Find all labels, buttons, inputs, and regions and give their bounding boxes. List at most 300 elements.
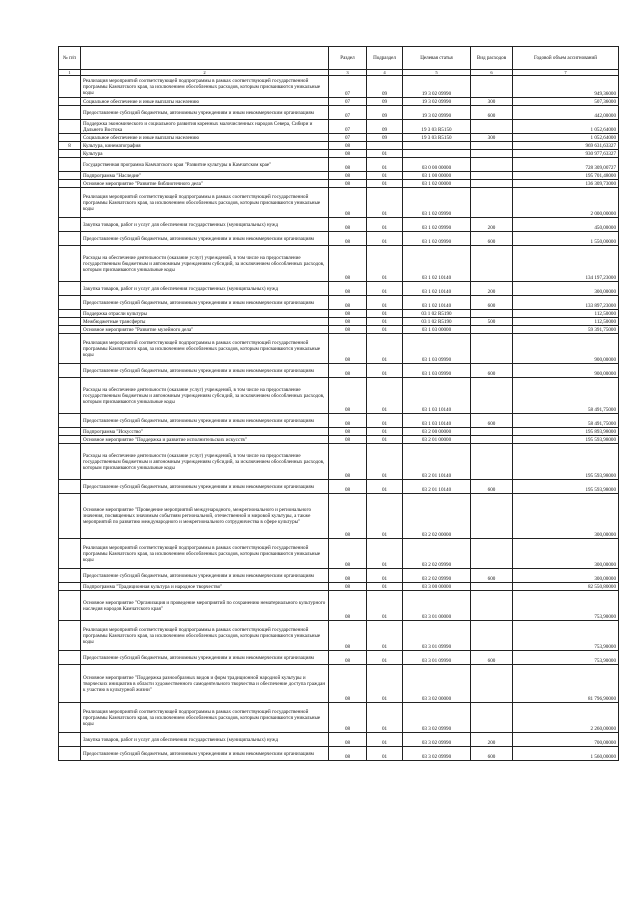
row-vid: 600 <box>471 296 513 310</box>
row-statya: 03 2 02 09990 <box>403 569 471 583</box>
row-razdel: 07 <box>329 134 367 142</box>
row-podrazdel: 01 <box>367 665 403 703</box>
row-num <box>59 414 81 428</box>
row-razdel: 08 <box>329 142 367 150</box>
row-name: Межбюджетные трансферты <box>81 318 329 326</box>
row-num <box>59 621 81 651</box>
row-statya: 03 3 01 09990 <box>403 621 471 651</box>
table-row <box>59 106 619 120</box>
row-num <box>59 134 81 142</box>
row-num <box>59 428 81 436</box>
row-vid <box>471 120 513 134</box>
header-razdel: Раздел <box>329 47 367 70</box>
row-podrazdel: 01 <box>367 378 403 414</box>
row-razdel: 08 <box>329 218 367 232</box>
row-razdel: 08 <box>329 326 367 334</box>
column-index: 7 <box>513 70 619 76</box>
row-razdel: 08 <box>329 747 367 761</box>
row-statya: 03 3 01 00000 <box>403 591 471 621</box>
row-vid <box>471 583 513 591</box>
row-name: Поддержка отрасли культуры <box>81 310 329 318</box>
row-statya: 03 1 02 10140 <box>403 282 471 296</box>
row-razdel: 08 <box>329 428 367 436</box>
row-name: Предоставление субсидий бюджетным, автономным учреждениям и иным некоммерческим организациям <box>81 364 329 378</box>
column-index: 6 <box>471 70 513 76</box>
row-summa: 1 052,64000 <box>513 120 619 134</box>
row-vid <box>471 142 513 150</box>
table-row <box>59 180 619 188</box>
row-vid: 200 <box>471 733 513 747</box>
row-podrazdel: 01 <box>367 539 403 569</box>
table-row <box>59 334 619 364</box>
row-name: Основное мероприятие "Проведение мероприятий международного, межрегионального и регионального значения, посвященных значимым событиям региональной, отечественной и мировой культуры, а также мероприятий по развитию международного и межрегионального сотрудничества в сфере культуры" <box>81 494 329 539</box>
header-podrazdel: Подраздел <box>367 47 403 70</box>
row-summa: 134 197,23000 <box>513 246 619 282</box>
row-podrazdel: 01 <box>367 703 403 733</box>
row-statya: 19 3 03 R5150 <box>403 120 471 134</box>
row-statya: 03 2 02 09990 <box>403 539 471 569</box>
row-vid <box>471 150 513 158</box>
table-row <box>59 150 619 158</box>
row-statya: 03 1 02 00000 <box>403 180 471 188</box>
row-podrazdel: 01 <box>367 172 403 180</box>
row-statya: 03 1 02 09990 <box>403 232 471 246</box>
row-vid: 600 <box>471 480 513 494</box>
header-name <box>81 47 329 70</box>
row-name: Реализация мероприятий соответствующей подпрограммы в рамках соответствующей государственной программы Камчатского края, за исключением обособленных расходов, которым присваиваются уникальные коды <box>81 188 329 218</box>
row-num <box>59 651 81 665</box>
row-podrazdel: 01 <box>367 296 403 310</box>
row-statya: 03 2 01 10140 <box>403 480 471 494</box>
row-vid: 300 <box>471 98 513 106</box>
row-name: Предоставление субсидий бюджетным, автономным учреждениям и иным некоммерческим организациям <box>81 569 329 583</box>
row-razdel: 08 <box>329 539 367 569</box>
row-summa: 2 260,00000 <box>513 703 619 733</box>
row-num <box>59 188 81 218</box>
row-vid: 600 <box>471 106 513 120</box>
row-vid <box>471 310 513 318</box>
row-podrazdel: 09 <box>367 120 403 134</box>
table-row <box>59 326 619 334</box>
row-statya: 03 3 02 09990 <box>403 703 471 733</box>
row-num <box>59 120 81 134</box>
row-razdel: 08 <box>329 378 367 414</box>
row-name: Социальное обеспечение и иные выплаты населению <box>81 98 329 106</box>
row-razdel: 08 <box>329 364 367 378</box>
row-statya: 03 0 00 00000 <box>403 158 471 172</box>
row-podrazdel: 09 <box>367 134 403 142</box>
row-num <box>59 665 81 703</box>
row-summa: 195 593,98000 <box>513 436 619 444</box>
row-num <box>59 106 81 120</box>
row-name: Реализация мероприятий соответствующей подпрограммы в рамках соответствующей государственной программы Камчатского края, за исключением обособленных расходов, которым присваиваются уникальные коды <box>81 539 329 569</box>
row-name: Предоставление субсидий бюджетным, автономным учреждениям и иным некоммерческим организациям <box>81 651 329 665</box>
row-razdel: 08 <box>329 436 367 444</box>
row-num <box>59 232 81 246</box>
header-num: № п/п <box>59 47 81 70</box>
row-summa: 507,36000 <box>513 98 619 106</box>
row-statya: 03 2 02 00000 <box>403 494 471 539</box>
table-row <box>59 747 619 761</box>
row-statya: 03 1 03 09990 <box>403 334 471 364</box>
row-summa: 300,00000 <box>513 569 619 583</box>
row-num <box>59 703 81 733</box>
row-razdel: 08 <box>329 583 367 591</box>
table-row <box>59 172 619 180</box>
row-summa: 58 491,75000 <box>513 378 619 414</box>
row-statya: 03 1 03 00000 <box>403 326 471 334</box>
table-row <box>59 310 619 318</box>
row-summa: 900,00000 <box>513 364 619 378</box>
row-summa: 58 491,75000 <box>513 414 619 428</box>
row-name: Закупка товаров, работ и услуг для обеспечения государственных (муниципальных) нужд <box>81 218 329 232</box>
row-podrazdel: 01 <box>367 246 403 282</box>
row-statya: 03 3 02 00000 <box>403 665 471 703</box>
row-podrazdel <box>367 142 403 150</box>
row-razdel: 08 <box>329 414 367 428</box>
table-row <box>59 591 619 621</box>
row-statya: 03 3 02 09990 <box>403 747 471 761</box>
table-row <box>59 703 619 733</box>
table-row <box>59 142 619 150</box>
table-row <box>59 539 619 569</box>
row-vid <box>471 591 513 621</box>
row-statya: 03 2 01 10140 <box>403 444 471 480</box>
row-num <box>59 150 81 158</box>
row-vid: 600 <box>471 747 513 761</box>
row-podrazdel: 01 <box>367 444 403 480</box>
row-summa: 450,00000 <box>513 218 619 232</box>
row-summa: 753,90000 <box>513 591 619 621</box>
row-name: Основное мероприятие "Поддержка разнообразных видов и форм традиционной народной культуры и творческих инициатив в области художественного самодеятельного творчества и обеспечение доступа граждан к участию в культурной жизни" <box>81 665 329 703</box>
row-summa: 700,00000 <box>513 733 619 747</box>
row-razdel: 08 <box>329 733 367 747</box>
row-name: Расходы на обеспечение деятельности (оказание услуг) учреждений, в том числе на предоставление государственным бюджетным и автономным учреждениям субсидий, за исключением обособленных расходов, которым присваиваются уникальные коды <box>81 444 329 480</box>
row-name: Предоставление субсидий бюджетным, автономным учреждениям и иным некоммерческим организациям <box>81 106 329 120</box>
row-summa: 1 550,00000 <box>513 232 619 246</box>
row-vid: 600 <box>471 414 513 428</box>
row-razdel: 08 <box>329 310 367 318</box>
row-num <box>59 172 81 180</box>
row-vid <box>471 334 513 364</box>
table-row <box>59 378 619 414</box>
row-statya: 03 1 03 09990 <box>403 364 471 378</box>
row-num <box>59 378 81 414</box>
row-razdel: 08 <box>329 180 367 188</box>
table-row <box>59 296 619 310</box>
row-num <box>59 310 81 318</box>
row-razdel: 08 <box>329 188 367 218</box>
table-row <box>59 76 619 98</box>
row-vid: 600 <box>471 364 513 378</box>
row-statya: 03 3 01 09990 <box>403 651 471 665</box>
row-razdel: 08 <box>329 621 367 651</box>
row-razdel: 07 <box>329 120 367 134</box>
row-statya: 03 1 03 10140 <box>403 414 471 428</box>
row-vid: 200 <box>471 282 513 296</box>
table-row <box>59 651 619 665</box>
row-podrazdel: 01 <box>367 494 403 539</box>
row-vid <box>471 539 513 569</box>
table-row <box>59 665 619 703</box>
row-name: Подпрограмма "Традиционная культура и народное творчество" <box>81 583 329 591</box>
row-podrazdel: 01 <box>367 428 403 436</box>
row-name: Основное мероприятие "Поддержка и развитие исполнительских искусств" <box>81 436 329 444</box>
row-podrazdel: 01 <box>367 218 403 232</box>
row-podrazdel: 01 <box>367 747 403 761</box>
table-row <box>59 480 619 494</box>
row-razdel: 08 <box>329 665 367 703</box>
row-vid <box>471 180 513 188</box>
table-row <box>59 436 619 444</box>
row-vid <box>471 326 513 334</box>
row-podrazdel: 01 <box>367 150 403 158</box>
row-razdel: 08 <box>329 591 367 621</box>
row-num <box>59 98 81 106</box>
row-num <box>59 436 81 444</box>
row-name: Предоставление субсидий бюджетным, автономным учреждениям и иным некоммерческим организациям <box>81 296 329 310</box>
row-summa: 195 593,98000 <box>513 444 619 480</box>
row-name: Реализация мероприятий соответствующей подпрограммы в рамках соответствующей государственной программы Камчатского края, за исключением обособленных расходов, которым присваиваются уникальные коды <box>81 703 329 733</box>
row-podrazdel: 01 <box>367 733 403 747</box>
row-statya: 03 1 02 R5190 <box>403 310 471 318</box>
column-index: 4 <box>367 70 403 76</box>
header-summa: Годовой объем ассигнований <box>513 47 619 70</box>
row-razdel: 07 <box>329 106 367 120</box>
row-statya <box>403 142 471 150</box>
row-summa: 2 000,00000 <box>513 188 619 218</box>
row-podrazdel: 01 <box>367 282 403 296</box>
row-summa: 930 977,63327 <box>513 150 619 158</box>
row-razdel: 08 <box>329 494 367 539</box>
row-num <box>59 733 81 747</box>
table-header-row <box>59 47 619 70</box>
row-statya: 03 1 03 10140 <box>403 378 471 414</box>
row-podrazdel: 01 <box>367 436 403 444</box>
row-statya: 19 3 02 09990 <box>403 76 471 98</box>
row-statya: 03 3 00 00000 <box>403 583 471 591</box>
header-vid: Вид расходов <box>471 47 513 70</box>
row-podrazdel: 09 <box>367 106 403 120</box>
row-num <box>59 296 81 310</box>
row-name: Реализация мероприятий соответствующей подпрограммы в рамках соответствующей государственной программы Камчатского края, за исключением обособленных расходов, которым присваиваются уникальные коды <box>81 621 329 651</box>
row-summa: 112,50000 <box>513 310 619 318</box>
row-podrazdel: 09 <box>367 76 403 98</box>
row-name: Основное мероприятие "Развитие музейного дела" <box>81 326 329 334</box>
row-summa: 136 309,73000 <box>513 180 619 188</box>
row-razdel: 08 <box>329 480 367 494</box>
row-vid: 600 <box>471 651 513 665</box>
table-row <box>59 444 619 480</box>
row-statya: 19 3 02 09990 <box>403 98 471 106</box>
row-razdel: 08 <box>329 296 367 310</box>
row-podrazdel: 01 <box>367 326 403 334</box>
row-num <box>59 494 81 539</box>
table-row <box>59 282 619 296</box>
row-name: Предоставление субсидий бюджетным, автономным учреждениям и иным некоммерческим организациям <box>81 747 329 761</box>
row-podrazdel: 01 <box>367 232 403 246</box>
table-body <box>59 76 619 761</box>
column-index: 1 <box>59 70 81 76</box>
row-name: Основное мероприятие "Развитие библиотечного дела" <box>81 180 329 188</box>
row-statya: 03 1 02 R5190 <box>403 318 471 326</box>
row-vid: 600 <box>471 232 513 246</box>
row-vid: 200 <box>471 218 513 232</box>
row-num <box>59 76 81 98</box>
column-index: 5 <box>403 70 471 76</box>
row-vid <box>471 665 513 703</box>
row-razdel: 07 <box>329 76 367 98</box>
row-razdel: 08 <box>329 334 367 364</box>
row-name: Подпрограмма "Наследие" <box>81 172 329 180</box>
table-row <box>59 218 619 232</box>
row-statya: 03 1 02 10140 <box>403 296 471 310</box>
row-podrazdel: 01 <box>367 569 403 583</box>
row-vid <box>471 428 513 436</box>
header-statya: Целевая статья <box>403 47 471 70</box>
column-index: 2 <box>81 70 329 76</box>
row-name: Предоставление субсидий бюджетным, автономным учреждениям и иным некоммерческим организациям <box>81 414 329 428</box>
row-podrazdel: 01 <box>367 180 403 188</box>
row-vid <box>471 444 513 480</box>
row-summa: 59 391,75000 <box>513 326 619 334</box>
row-num <box>59 444 81 480</box>
row-num <box>59 480 81 494</box>
row-vid <box>471 494 513 539</box>
row-num <box>59 569 81 583</box>
row-num <box>59 158 81 172</box>
row-vid <box>471 621 513 651</box>
row-summa: 949,36000 <box>513 76 619 98</box>
row-summa: 195 701,48000 <box>513 172 619 180</box>
row-statya: 03 1 02 09990 <box>403 218 471 232</box>
budget-table <box>58 46 619 761</box>
row-summa: 728 309,00727 <box>513 158 619 172</box>
row-name: Предоставление субсидий бюджетным, автономным учреждениям и иным некоммерческим организациям <box>81 480 329 494</box>
row-statya: 03 3 02 09990 <box>403 733 471 747</box>
row-name: Подпрограмма "Искусство" <box>81 428 329 436</box>
row-num <box>59 591 81 621</box>
row-num <box>59 218 81 232</box>
row-summa: 300,00000 <box>513 282 619 296</box>
row-vid <box>471 703 513 733</box>
row-summa: 1 560,00000 <box>513 747 619 761</box>
row-vid <box>471 188 513 218</box>
row-vid <box>471 378 513 414</box>
row-name: Реализация мероприятий соответствующей подпрограммы в рамках соответствующей государственной программы Камчатского края, за исключением обособленных расходов, которым присваиваются уникальные коды <box>81 76 329 98</box>
table-row <box>59 188 619 218</box>
row-num <box>59 364 81 378</box>
row-razdel: 08 <box>329 569 367 583</box>
row-statya: 19 3 03 R5150 <box>403 134 471 142</box>
row-podrazdel: 01 <box>367 651 403 665</box>
row-num <box>59 334 81 364</box>
row-podrazdel: 01 <box>367 334 403 364</box>
row-razdel: 08 <box>329 150 367 158</box>
row-podrazdel: 01 <box>367 414 403 428</box>
row-num <box>59 583 81 591</box>
row-razdel: 07 <box>329 98 367 106</box>
table-row <box>59 569 619 583</box>
table-row <box>59 120 619 134</box>
row-name: Культура, кинематография <box>81 142 329 150</box>
table-row <box>59 428 619 436</box>
table-row <box>59 364 619 378</box>
row-razdel: 08 <box>329 172 367 180</box>
row-name: Социальное обеспечение и иные выплаты населению <box>81 134 329 142</box>
row-podrazdel: 01 <box>367 591 403 621</box>
row-razdel: 08 <box>329 282 367 296</box>
row-summa: 900,00000 <box>513 334 619 364</box>
row-num <box>59 539 81 569</box>
row-summa: 82 550,80000 <box>513 583 619 591</box>
row-name: Закупка товаров, работ и услуг для обеспечения государственных (муниципальных) нужд <box>81 733 329 747</box>
row-summa: 753,90000 <box>513 621 619 651</box>
row-podrazdel: 01 <box>367 310 403 318</box>
row-num <box>59 246 81 282</box>
row-summa: 300,00000 <box>513 494 619 539</box>
row-razdel: 08 <box>329 158 367 172</box>
row-podrazdel: 01 <box>367 583 403 591</box>
table-row <box>59 232 619 246</box>
row-razdel: 08 <box>329 232 367 246</box>
row-num <box>59 318 81 326</box>
row-summa: 1 052,64000 <box>513 134 619 142</box>
row-summa: 300,00000 <box>513 539 619 569</box>
row-name: Государственная программа Камчатского края "Развитие культуры в Камчатском крае" <box>81 158 329 172</box>
table-row <box>59 414 619 428</box>
row-razdel: 08 <box>329 444 367 480</box>
column-index: 3 <box>329 70 367 76</box>
row-name: Основное мероприятие "Организация и проведение мероприятий по сохранению нематериального культурного наследия народов Камчатского края" <box>81 591 329 621</box>
row-podrazdel: 01 <box>367 621 403 651</box>
row-vid: 300 <box>471 134 513 142</box>
row-summa: 969 631,63327 <box>513 142 619 150</box>
row-razdel: 08 <box>329 246 367 282</box>
row-podrazdel: 01 <box>367 158 403 172</box>
table-row <box>59 246 619 282</box>
row-summa: 442,00000 <box>513 106 619 120</box>
row-summa: 112,50000 <box>513 318 619 326</box>
row-summa: 195 893,98000 <box>513 428 619 436</box>
row-name: Реализация мероприятий соответствующей подпрограммы в рамках соответствующей государственной программы Камчатского края, за исключением обособленных расходов, которым присваиваются уникальные коды <box>81 334 329 364</box>
row-vid <box>471 158 513 172</box>
row-vid <box>471 246 513 282</box>
row-name: Закупка товаров, работ и услуг для обеспечения государственных (муниципальных) нужд <box>81 282 329 296</box>
row-summa: 133 897,23000 <box>513 296 619 310</box>
table-row <box>59 583 619 591</box>
row-vid <box>471 172 513 180</box>
row-podrazdel: 01 <box>367 318 403 326</box>
row-podrazdel: 01 <box>367 188 403 218</box>
row-razdel: 08 <box>329 703 367 733</box>
row-statya: 03 2 00 00000 <box>403 428 471 436</box>
table-row <box>59 98 619 106</box>
row-statya: 03 1 02 10140 <box>403 246 471 282</box>
row-name: Расходы на обеспечение деятельности (оказание услуг) учреждений, в том числе на предоставление государственным бюджетным и автономным учреждениям субсидий, за исключением обособленных расходов, которым присваиваются уникальные коды <box>81 378 329 414</box>
row-num: 8 <box>59 142 81 150</box>
row-razdel: 08 <box>329 318 367 326</box>
row-num <box>59 747 81 761</box>
row-statya: 03 1 00 00000 <box>403 172 471 180</box>
table-row <box>59 134 619 142</box>
row-razdel: 08 <box>329 651 367 665</box>
row-statya: 03 2 01 00000 <box>403 436 471 444</box>
row-summa: 81 796,90000 <box>513 665 619 703</box>
row-vid <box>471 76 513 98</box>
row-podrazdel: 01 <box>367 364 403 378</box>
row-num <box>59 282 81 296</box>
